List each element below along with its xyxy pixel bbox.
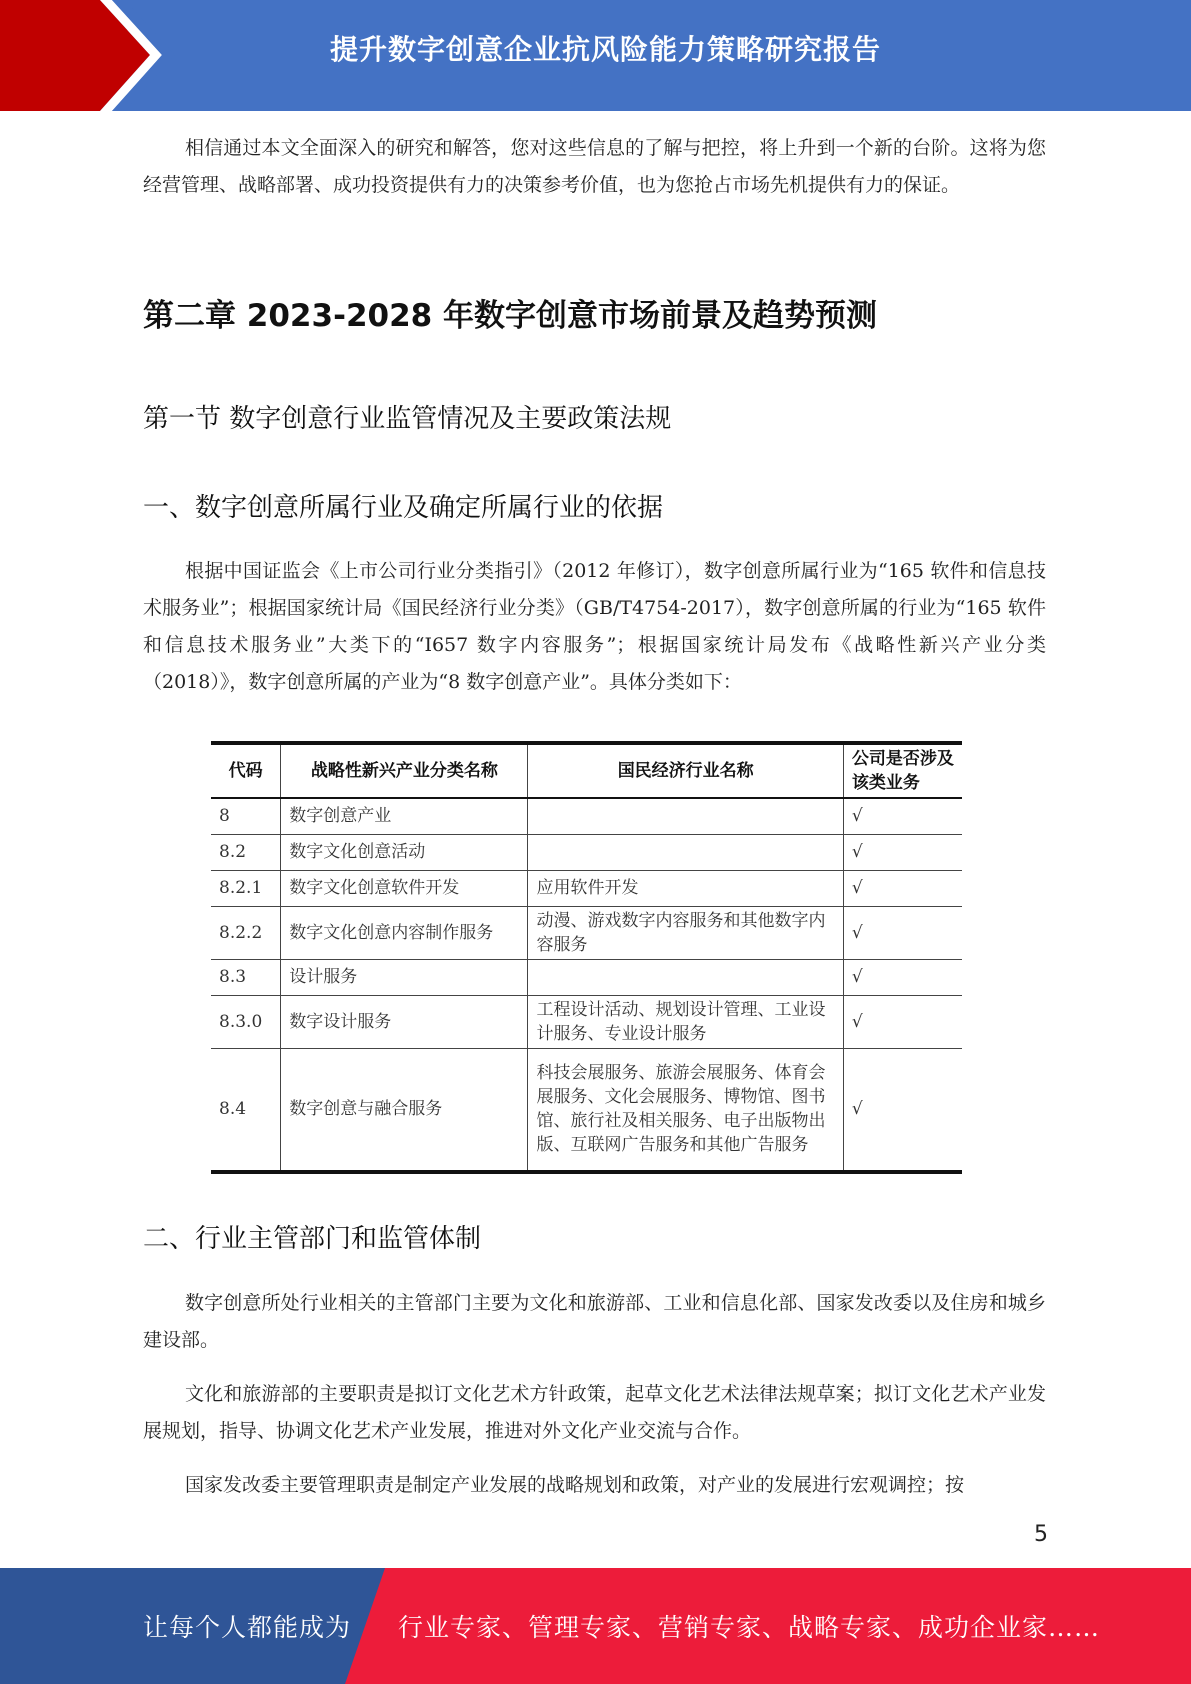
col-header-code: 代码	[211, 743, 281, 798]
subsection-1-body	[143, 553, 1046, 701]
page-header	[0, 0, 1191, 111]
page-footer	[0, 1568, 1191, 1684]
classification-paragraph: 根据中国证监会《上市公司行业分类指引》（2012 年修订），数字创意所属行业为“165 软件和信息技术服务业”；根据国家统计局《国民经济行业分类》（GB/T4754-2017），数字创意所属的行业为“165 软件和信息技术服务业”大类下的“I657 数字内容服务”；根据国家统计局发布《战略性新兴产业分类（2018）》，数字创意所属的产业为“8 数字创意产业”。具体分类如下：	[143, 560, 1046, 693]
cell-category: 数字文化创意内容制作服务	[281, 906, 528, 959]
table-row	[211, 1048, 962, 1172]
cell-national: 科技会展服务、旅游会展服务、体育会展服务、文化会展服务、博物馆、图书馆、旅行社及相关服务、电子出版物出版、互联网广告服务和其他广告服务	[528, 1048, 843, 1172]
cell-category: 设计服务	[281, 959, 528, 995]
cell-involved: √	[843, 906, 962, 959]
cell-code: 8.2.2	[211, 906, 281, 959]
cell-involved: √	[843, 834, 962, 870]
page-number: 5	[1034, 1522, 1048, 1547]
intro-paragraph: 相信通过本文全面深入的研究和解答，您对这些信息的了解与把控，将上升到一个新的台阶。这将为您经营管理、战略部署、成功投资提供有力的决策参考价值，也为您抢占市场先机提供有力的保证。	[143, 137, 1046, 196]
footer-slogan-right: 行业专家、管理专家、营销专家、战略专家、成功企业家……	[398, 1613, 1101, 1642]
intro-section	[143, 130, 1046, 204]
cell-involved: √	[843, 870, 962, 906]
table-row	[211, 834, 962, 870]
cell-involved: √	[843, 959, 962, 995]
cell-category: 数字文化创意软件开发	[281, 870, 528, 906]
subsection-2-body	[143, 1285, 1046, 1504]
cell-national: 工程设计活动、规划设计管理、工业设计服务、专业设计服务	[528, 995, 843, 1048]
cell-category: 数字创意与融合服务	[281, 1048, 528, 1172]
report-title: 提升数字创意企业抗风险能力策略研究报告	[329, 33, 881, 66]
cell-national	[528, 798, 843, 834]
col-header-involved: 公司是否涉及该类业务	[843, 743, 962, 798]
cell-national: 动漫、游戏数字内容服务和其他数字内容服务	[528, 906, 843, 959]
cell-code: 8.2	[211, 834, 281, 870]
cell-involved: √	[843, 995, 962, 1048]
col-header-national: 国民经济行业名称	[528, 743, 843, 798]
footer-slogan-left: 让每个人都能成为	[143, 1613, 352, 1642]
section-title: 第一节 数字创意行业监管情况及主要政策法规	[143, 404, 672, 434]
cell-national	[528, 834, 843, 870]
cell-code: 8.2.1	[211, 870, 281, 906]
classification-table	[211, 741, 962, 1174]
paragraph-culture-ministry: 文化和旅游部的主要职责是拟订文化艺术方针政策，起草文化艺术法律法规草案；拟订文化艺术产业发展规划，指导、协调文化艺术产业发展，推进对外文化产业交流与合作。	[143, 1383, 1046, 1442]
subsection-title-2: 二、行业主管部门和监管体制	[143, 1224, 482, 1254]
cell-national: 应用软件开发	[528, 870, 843, 906]
paragraph-ndrc: 国家发改委主要管理职责是制定产业发展的战略规划和政策，对产业的发展进行宏观调控；按	[185, 1474, 965, 1496]
cell-code: 8.4	[211, 1048, 281, 1172]
cell-national	[528, 959, 843, 995]
classification-table-wrap	[211, 741, 962, 1174]
cell-category: 数字创意产业	[281, 798, 528, 834]
cell-involved: √	[843, 1048, 962, 1172]
cell-involved: √	[843, 798, 962, 834]
col-header-category: 战略性新兴产业分类名称	[281, 743, 528, 798]
paragraph-authorities: 数字创意所处行业相关的主管部门主要为文化和旅游部、工业和信息化部、国家发改委以及住房和城乡建设部。	[143, 1292, 1046, 1351]
chapter-title: 第二章 2023-2028 年数字创意市场前景及趋势预测	[143, 298, 878, 334]
subsection-title-1: 一、数字创意所属行业及确定所属行业的依据	[143, 493, 664, 523]
table-row	[211, 995, 962, 1048]
table-row	[211, 798, 962, 834]
cell-category: 数字设计服务	[281, 995, 528, 1048]
table-header-row	[211, 743, 962, 798]
table-row	[211, 870, 962, 906]
table-row	[211, 906, 962, 959]
cell-code: 8	[211, 798, 281, 834]
table-row	[211, 959, 962, 995]
cell-code: 8.3.0	[211, 995, 281, 1048]
cell-code: 8.3	[211, 959, 281, 995]
cell-category: 数字文化创意活动	[281, 834, 528, 870]
